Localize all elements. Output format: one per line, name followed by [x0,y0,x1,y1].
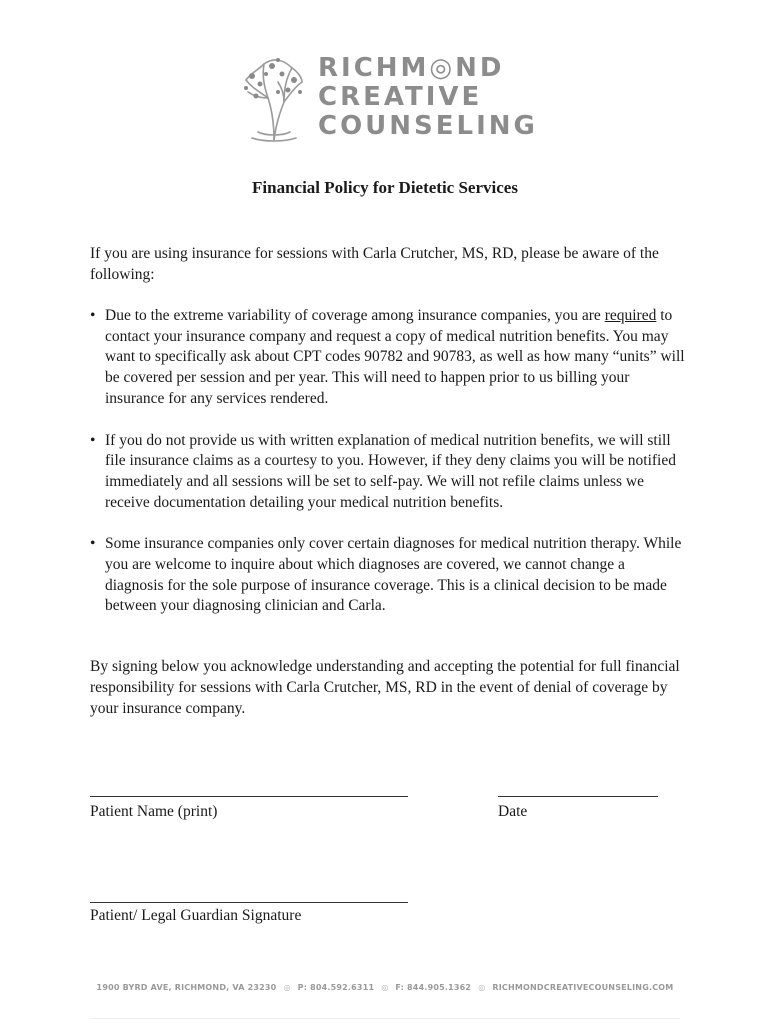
page-bottom-divider [90,1018,680,1019]
policy-bullet-list [90,306,686,638]
footer-address: 1900 BYRD AVE, RICHMOND, VA 23230 [96,983,277,992]
intro-paragraph: If you are using insurance for sessions with Carla Crutcher, MS, RD, please be aware of the following: [90,245,659,283]
bullet-1-text-end: to contact your insurance company and request a copy of medical nutrition benefits. You may want to specifically ask about CPT codes 90782 and 90783, as well as how many “units” will be covered per session and per year. This will need to happen prior to us billing your insurance for any services rendered. [105,307,685,407]
bullet-1-required: required [604,307,657,324]
bullet-icon: • [90,431,96,449]
patient-name-label: Patient Name (print) [90,803,218,820]
signature-label: Patient/ Legal Guardian Signature [90,907,302,924]
footer-website: RICHMONDCREATIVECOUNSELING.COM [492,983,674,992]
footer-separator-icon: ◎ [283,983,291,992]
logo-line-1: RICHM◎ND [318,53,505,83]
bullet-2-text: If you do not provide us with written explanation of medical nutrition benefits, we will still file insurance claims as a courtesy to you. However, if they deny claims you will be notified immediately and all sessions will be set to self-pay. We will not refile claims unless we receive documentation detailing your medical nutrition benefits. [105,431,676,511]
company-logo [238,52,538,144]
footer-separator-icon: ◎ [478,983,486,992]
date-line[interactable] [498,796,658,797]
logo-line-3: COUNSELING [318,111,538,141]
footer-phone: P: 804.592.6311 [297,983,375,992]
bullet-icon: • [90,307,96,324]
date-label: Date [498,803,528,820]
signature-line[interactable] [90,902,408,903]
bullet-item-coverage [90,306,686,410]
logo-line-2: CREATIVE [318,82,483,112]
bullet-3-text: Some insurance companies only cover certain diagnoses for medical nutrition therapy. While you are welcome to inquire about which diagnoses are covered, we cannot change a diagnosis for the sole purpose of insurance coverage. This is a clinical decision to be made between your diagnosing clinician and Carla. [105,535,682,615]
logo-wordmark [318,54,538,141]
footer-fax: F: 844.905.1362 [395,983,472,992]
patient-name-line[interactable] [90,796,408,797]
footer-contact [0,983,770,992]
acknowledgment-paragraph: By signing below you acknowledge understanding and accepting the potential for full financial responsibility for sessions with Carla Crutcher, MS, RD in the event of denial of coverage by your insurance company. [90,658,680,717]
bullet-item-diagnoses [90,534,686,617]
bullet-item-explanation [90,431,686,514]
tree-logo-icon [238,52,310,142]
bullet-1-text-start: Due to the extreme variability of coverage among insurance companies, you are [105,307,601,324]
document-title: Financial Policy for Dietetic Services [252,178,518,197]
footer-separator-icon: ◎ [381,983,389,992]
bullet-icon: • [90,535,96,553]
